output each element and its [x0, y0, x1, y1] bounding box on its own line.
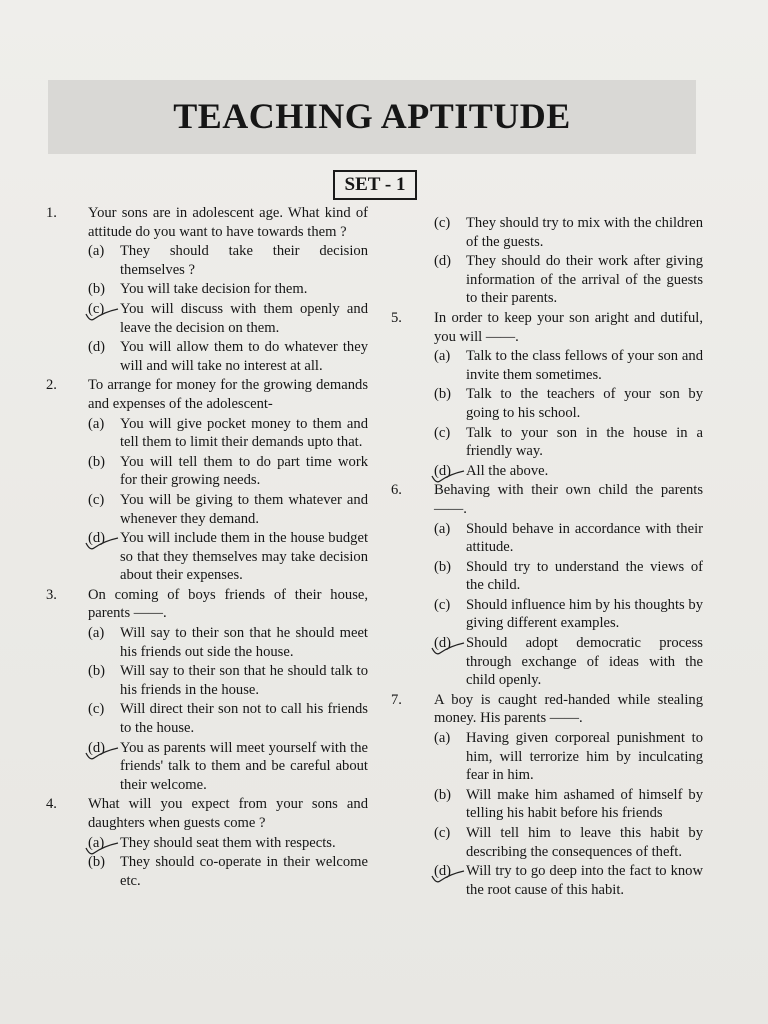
option-text: Talk to your son in the house in a friendly way.: [466, 424, 703, 460]
option-label: (b): [88, 281, 106, 298]
option-label: (c): [434, 596, 451, 613]
option-b: [88, 453, 368, 490]
options-list: [391, 729, 703, 899]
option-label: (d): [434, 863, 452, 880]
option-a: [434, 347, 703, 384]
right-questions: [391, 309, 703, 899]
option-label: (d): [88, 739, 106, 756]
option-text: You will include them in the house budget so that they themselves may take decision about their expenses.: [120, 530, 368, 584]
option-text: You as parents will meet yourself with the friends' talk to them and be careful about their welcome.: [120, 739, 368, 793]
option-d: [434, 462, 703, 481]
option-text: They should take their decision themselves ?: [120, 243, 368, 278]
option-b: [434, 786, 703, 823]
right-column: [391, 214, 703, 900]
option-text: Will try to go deep into the fact to know the root cause of this habit.: [466, 863, 703, 898]
option-text: Having given corporeal punishment to him, will terrorize him by inculcating fear in him.: [466, 730, 703, 784]
question-number: 5.: [391, 309, 402, 326]
option-text: You will tell them to do part time work for their growing needs.: [120, 453, 368, 489]
option-label: (c): [88, 701, 105, 718]
option-c: [434, 824, 703, 861]
options-list: [391, 520, 703, 690]
option-label: (c): [434, 825, 451, 841]
option-text: You will discuss with them openly and leave the decision on them.: [120, 300, 368, 336]
question-5: [391, 309, 703, 346]
option-text: Will make him ashamed of himself by telling his habit before his friends: [466, 786, 703, 822]
option-a: [88, 242, 368, 279]
option-label: (c): [88, 491, 105, 508]
option-a: [434, 520, 703, 557]
option-b: [88, 853, 368, 890]
option-text: Should behave in accordance with their attitude.: [466, 520, 703, 556]
option-c: [88, 300, 368, 337]
option-text: Will say to their son that he should talk to his friends in the house.: [120, 663, 368, 698]
option-text: They should do their work after giving information of the arrival of the guests to their parents.: [466, 253, 703, 307]
question-text: On coming of boys friends of their house, parents ——.: [88, 586, 368, 622]
option-label: (d): [88, 339, 106, 356]
option-label: (c): [88, 300, 105, 317]
left-column: [46, 204, 368, 891]
option-c: [434, 214, 703, 251]
option-b: [88, 280, 368, 299]
question-text: To arrange for money for the growing demands and expenses of the adolescent-: [88, 377, 368, 412]
option-label: (d): [88, 530, 106, 547]
question-7: [391, 691, 703, 728]
option-b: [434, 558, 703, 595]
option-label: (d): [434, 253, 452, 270]
option-text: Will tell him to leave this habit by describing the consequences of theft.: [466, 825, 703, 860]
option-label: (b): [434, 386, 452, 403]
question-6: [391, 481, 703, 518]
option-c: [88, 491, 368, 528]
option-text: Talk to the teachers of your son by going to his school.: [466, 386, 703, 421]
question-number: 3.: [46, 586, 57, 603]
option-text: Will direct their son not to call his friends to the house.: [120, 701, 368, 737]
option-a: [88, 834, 368, 853]
option-text: Should influence him by his thoughts by giving different examples.: [466, 596, 703, 632]
option-label: (a): [434, 520, 451, 537]
question-2: [46, 376, 368, 413]
option-d: [434, 862, 703, 899]
option-d: [434, 252, 703, 308]
option-c: [434, 596, 703, 633]
option-c: [88, 700, 368, 737]
question-1: [46, 204, 368, 241]
option-b: [434, 385, 703, 422]
question-number: 6.: [391, 482, 402, 499]
question-number: 2.: [46, 377, 57, 394]
option-label: (b): [434, 558, 452, 575]
option-text: All the above.: [466, 462, 549, 479]
option-label: (b): [88, 663, 106, 680]
option-label: (a): [434, 348, 451, 365]
option-label: (a): [88, 415, 105, 432]
question-text: Your sons are in adolescent age. What kind of attitude do you want to have towards them ?: [88, 205, 368, 240]
option-d: [88, 529, 368, 585]
question-number: 1.: [46, 205, 57, 221]
option-c: [434, 424, 703, 461]
option-label: (b): [88, 854, 106, 871]
option-label: (a): [434, 730, 451, 747]
option-label: (b): [88, 453, 106, 470]
option-label: (d): [434, 462, 452, 479]
question-text: A boy is caught red-handed while stealing money. His parents ——.: [434, 691, 703, 727]
option-label: (a): [88, 834, 105, 851]
question-4: [46, 795, 368, 832]
options-list: [391, 347, 703, 480]
question-text: In order to keep your son aright and dutiful, you will ——.: [434, 309, 703, 345]
option-a: [88, 624, 368, 661]
set-label-box: SET - 1: [333, 170, 417, 200]
option-d: [88, 739, 368, 795]
option-label: (b): [434, 786, 452, 803]
question-number: 7.: [391, 691, 402, 708]
option-label: (d): [434, 635, 452, 652]
question-number: 4.: [46, 796, 57, 813]
question-4-continuation: [391, 214, 703, 308]
option-text: They should seat them with respects.: [120, 834, 336, 851]
question-3: [46, 586, 368, 623]
option-label: (a): [88, 625, 105, 642]
option-d: [88, 338, 368, 375]
option-text: Will say to their son that he should meet his friends out side the house.: [120, 625, 368, 660]
options-list: [46, 834, 368, 891]
option-label: (c): [434, 215, 451, 231]
option-a: [88, 415, 368, 452]
option-text: Talk to the class fellows of your son and invite them sometimes.: [466, 348, 703, 383]
question-text: What will you expect from your sons and daughters when guests come ?: [88, 796, 368, 831]
option-text: They should try to mix with the children of the guests.: [466, 215, 703, 250]
options-list: [46, 415, 368, 585]
option-label: (c): [434, 424, 451, 441]
question-text: Behaving with their own child the parents ——.: [434, 482, 703, 517]
options-list: [46, 242, 368, 375]
option-label: (a): [88, 243, 105, 260]
option-text: You will be giving to them whatever and whenever they demand.: [120, 491, 368, 527]
option-text: They should co-operate in their welcome etc.: [120, 854, 368, 889]
options-list: [46, 624, 368, 794]
option-d: [434, 634, 703, 690]
option-text: You will give pocket money to them and tell them to limit their demands upto that.: [120, 415, 368, 451]
option-b: [88, 662, 368, 699]
option-text: You will allow them to do whatever they will and will take no interest at all.: [120, 339, 368, 374]
option-a: [434, 729, 703, 785]
option-text: Should try to understand the views of the child.: [466, 558, 703, 594]
page-title: TEACHING APTITUDE: [173, 96, 571, 136]
option-text: You will take decision for them.: [120, 281, 308, 298]
option-text: Should adopt democratic process through exchange of ideas with the child openly.: [466, 635, 703, 689]
